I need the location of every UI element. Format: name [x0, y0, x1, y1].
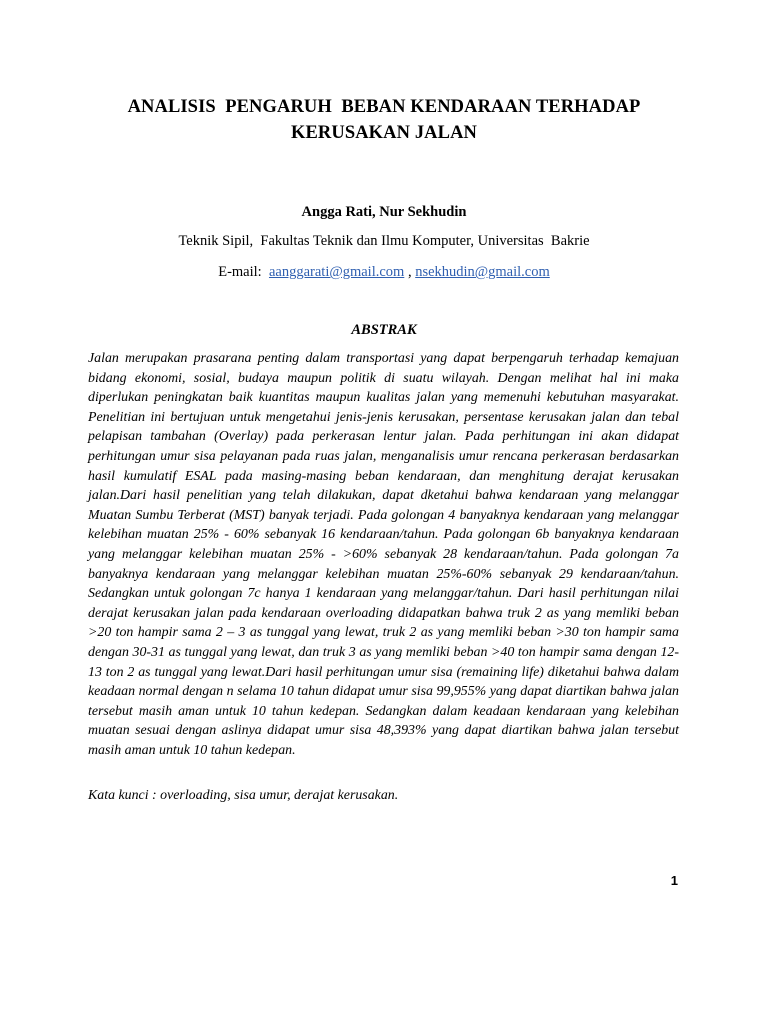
email-link-2[interactable]: nsekhudin@gmail.com — [415, 264, 550, 280]
page-number: 1 — [670, 873, 678, 888]
paper-title — [60, 94, 708, 146]
author-affiliation: Teknik Sipil, Fakultas Teknik dan Ilmu Komputer, Universitas Bakrie — [178, 233, 590, 249]
abstract-body: Jalan merupakan prasarana penting dalam transportasi yang dapat berpengaruh terhadap kemajuan bidang ekonomi, sosial, budaya maupun politik di suatu wilayah. Dengan melihat hal ini maka diperlukan peningkatan baik kuantitas maupun kualitas jalan yang memenuhi kebutuhan masyarakat. Penelitian ini bertujuan untuk mengetahui jenis-jenis kerusakan, persentase kerusakan jalan dan tebal pelapisan tambahan (Overlay) pada perkerasan lentur jalan. Pada perhitungan ini akan didapat perhitungan umur sisa pelayanan pada ruas jalan, menganalisis umur rencana perkerasan berdasarkan hasil kumulatif ESAL pada masing-masing beban kendaraan, dan menghitung derajat kerusakan jalan.Dari hasil penelitian yang telah dilakukan, dapat dketahui bahwa kendaraan yang melanggar Muatan Sumbu Terberat (MST) banyak terjadi. Pada golongan 4 banyaknya kendaraan yang melanggar kelebihan muatan 25% - 60% sebanyak 16 kendaraan/tahun. Pada golongan 6b banyaknya kendaraan yang melanggar kelebihan muatan 25% - >60% sebanyak 28 kendaraan/tahun. Pada golongan 7a banyaknya kendaraan yang melanggar kelebihan muatan 25%-60% sebanyak 29 kendaraan/tahun. Sedangkan untuk golongan 7c hanya 1 kendaraan yang melanggar/tahun. Dari hasil perhitungan nilai derajat kerusakan jalan pada kendaraan overloading didapatkan bahwa truk 2 as yang memliki beban >20 ton hampir sama 2 – 3 as tunggal yang lewat, truk 2 as yang memliki beban >30 ton hampir sama dengan 30-31 as tunggal yang lewat, dan truk 3 as yang memliki beban >40 ton hampir sama dengan 12-13 ton 2 as tunggal yang lewat.Dari hasil perhitungan umur sisa (remaining life) diketahui bahwa dalam keadaan normal dengan n selama 10 tahun didapat umur sisa 99,955% yang dapat diartikan bahwa jalan tersebut masih aman untuk 10 tahun kedepan. Sedangkan dalam keadaan kendaraan yang kelebihan muatan sesuai dengan aslinya didapat umur sisa 48,393% yang dapat diartikan bahwa jalan tersebut masih aman untuk 10 tahun kedepan. — [88, 351, 679, 758]
author-names: Angga Rati, Nur Sekhudin — [301, 204, 467, 220]
title-line-2: KERUSAKAN JALAN — [290, 123, 477, 143]
title-line-1: ANALISIS PENGARUH BEBAN KENDARAAN TERHADAP — [127, 97, 641, 117]
email-link-1[interactable]: aanggarati@gmail.com — [268, 264, 405, 280]
email-separator: , — [404, 264, 412, 280]
abstract-heading: ABSTRAK — [351, 322, 417, 338]
email-label: E-mail: — [218, 264, 262, 280]
email-line — [0, 264, 768, 281]
keywords: Kata kunci : overloading, sisa umur, derajat kerusakan. — [88, 788, 399, 803]
